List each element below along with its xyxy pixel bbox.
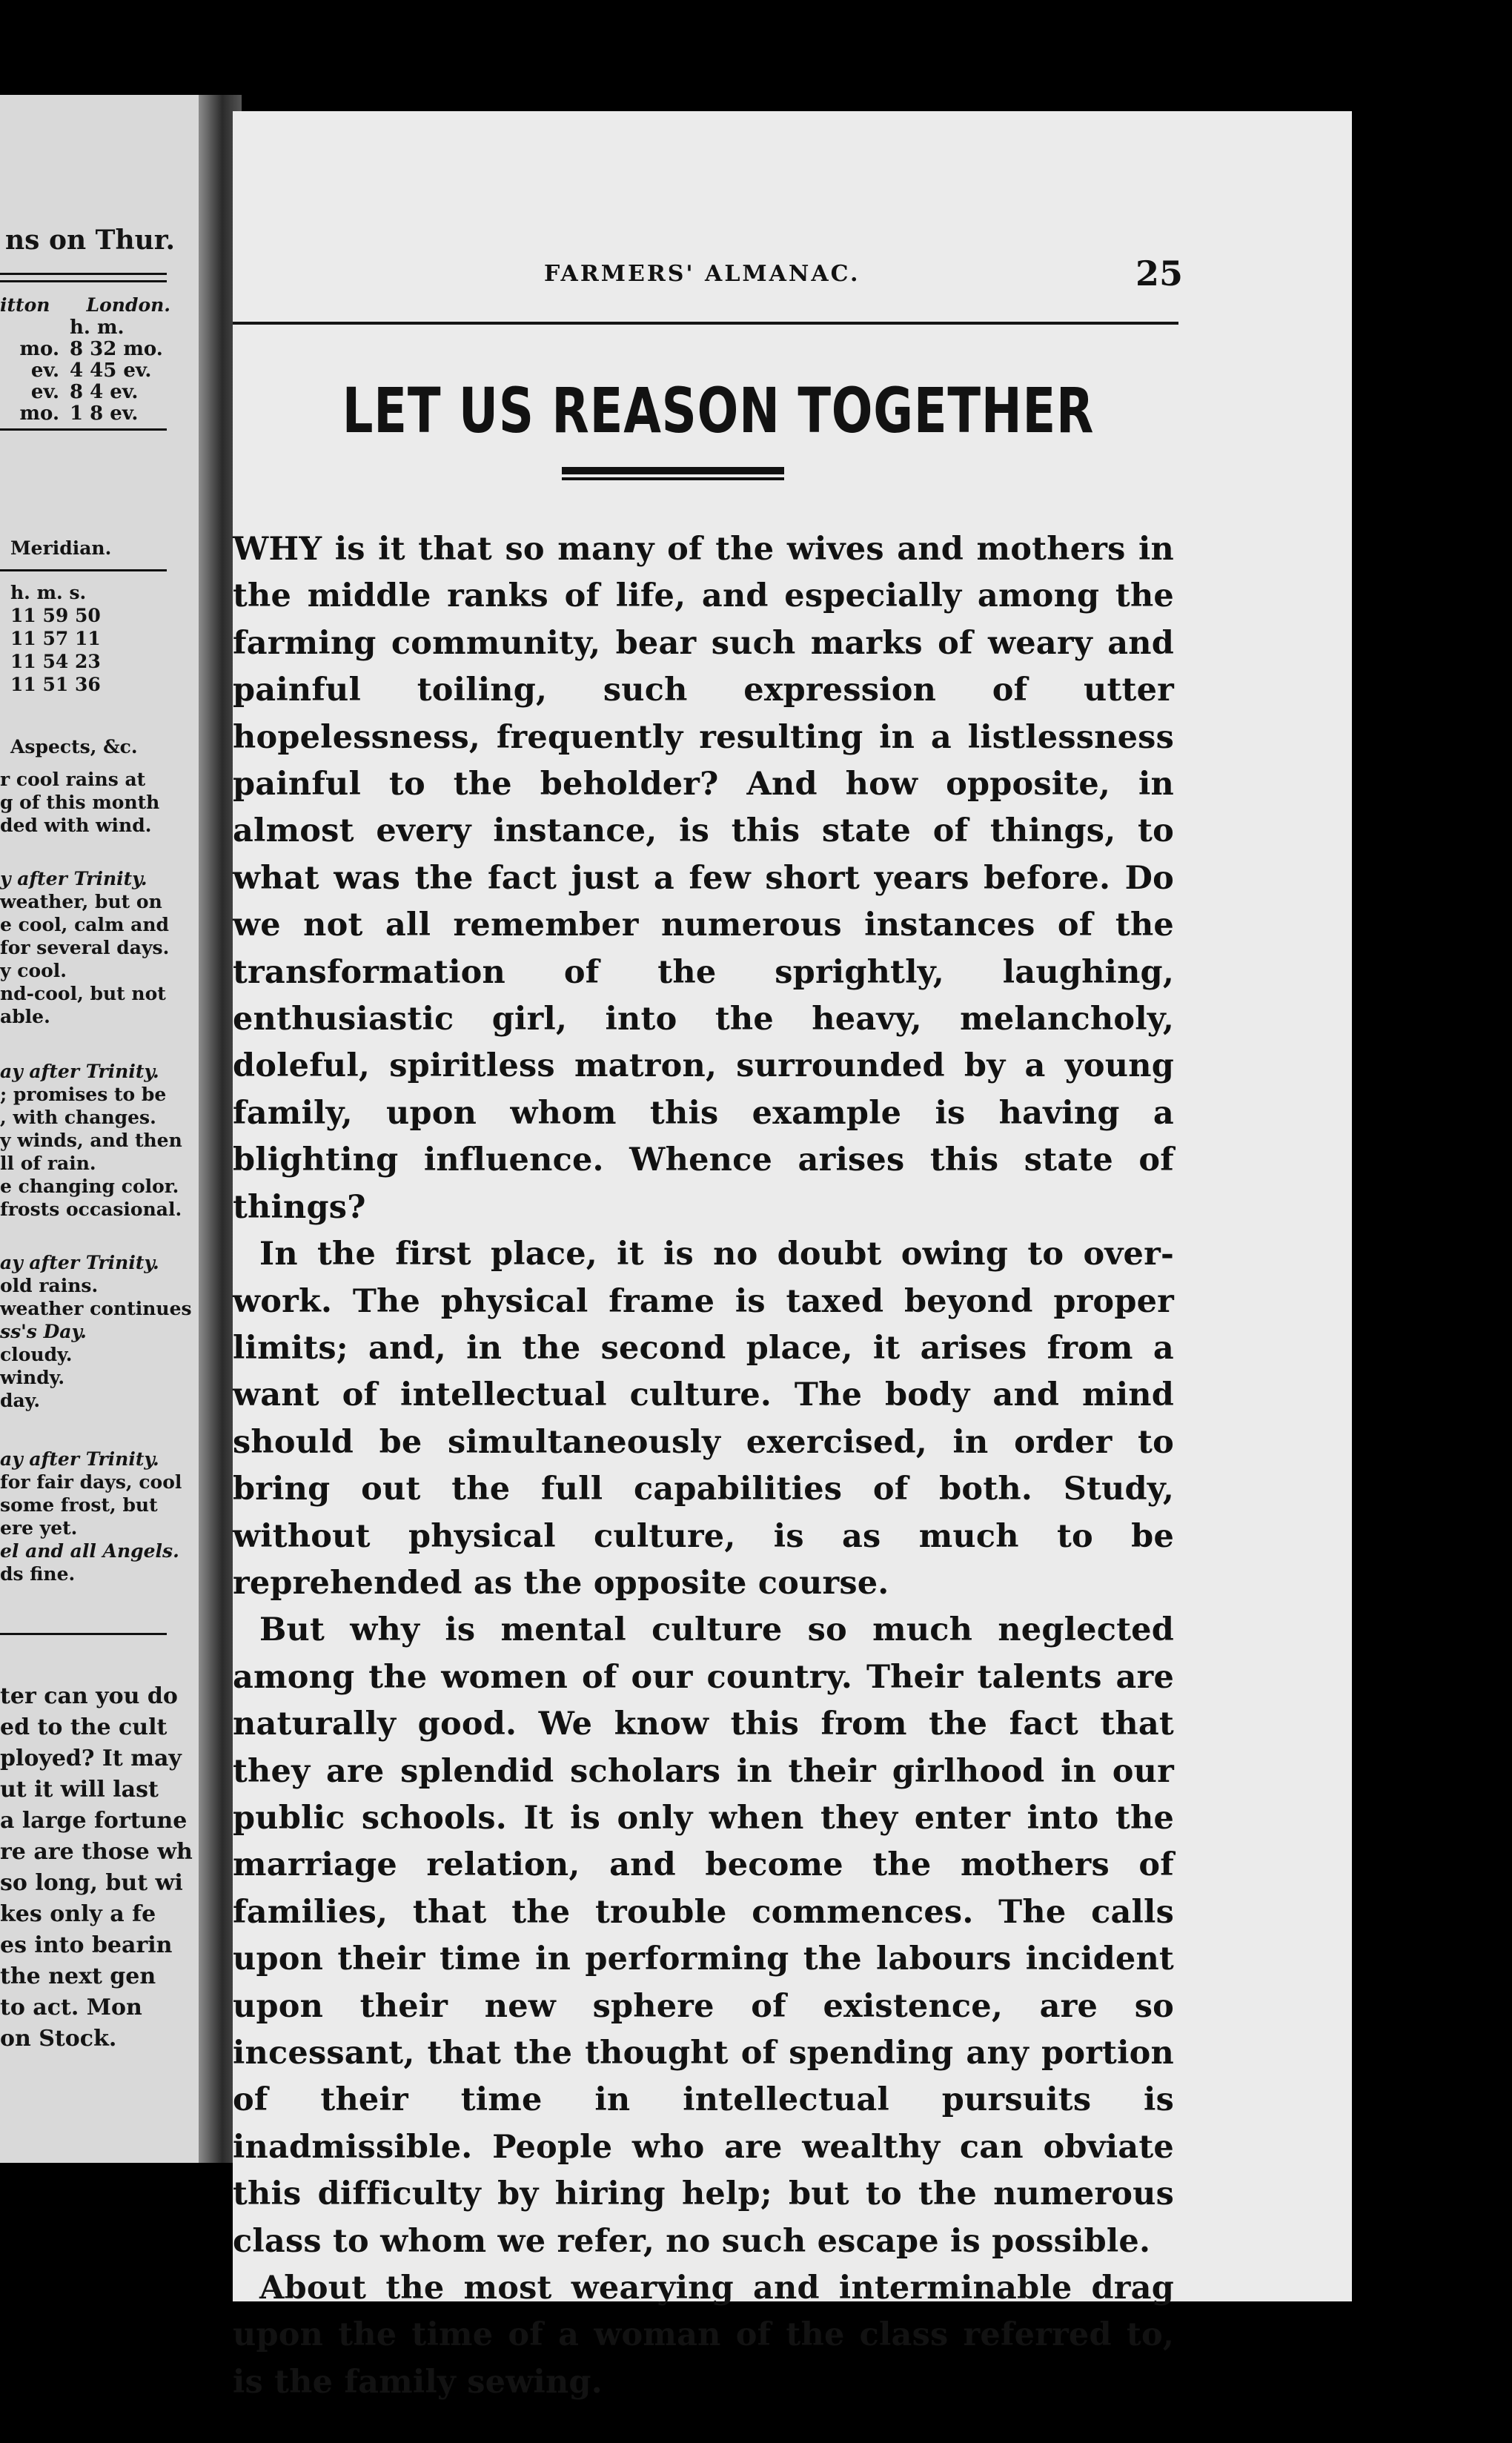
page-number: 25 <box>1135 253 1184 294</box>
left-table-row: mo. 1 8 ev. <box>19 402 139 425</box>
left-table-row: ev. 8 4 ev. <box>30 381 139 403</box>
left-notes-5: ter can you do ed to the cult ployed? It may ut it will last a large fortune re are those wh so long, but wi kes only a fe es into bearin the next gen to act. Mon on Stock. <box>0 1683 193 2052</box>
left-rule <box>0 428 167 431</box>
left-rule <box>0 1633 167 1635</box>
paragraph: But why is mental culture so much neglected among the women of our country. Their talents are naturally good. We know this from the fact that they are splendid scholars in their girlhood in our public schools. It is only when they enter into the marriage relation, and become the mothers of families, that the trouble commences. The calls upon their time in performing the labours incident upon their new sphere of existence, are so incessant, that the thought of spending any portion of their time in intellectual pursuits is inadmissible. People who are wealthy can obviate this difficulty by hiring help; but to the numerous class to whom we refer, no such escape is possible. <box>233 1611 1174 2260</box>
left-aspects-label: Aspects, &c. <box>10 736 138 758</box>
title-rule <box>562 477 784 480</box>
left-table-row: ev. 4 45 ev. <box>30 359 152 382</box>
left-rule <box>0 280 167 282</box>
left-table-row: h. m. <box>70 316 125 339</box>
left-facing-page <box>0 95 216 2163</box>
title-rule <box>562 467 784 474</box>
article-title: LET US REASON TOGETHER <box>342 374 1095 447</box>
left-moon-table <box>0 317 191 425</box>
left-table-head-cell: London. <box>86 294 170 316</box>
running-head <box>233 253 1330 298</box>
left-table-head-cell: itton <box>0 294 50 316</box>
header-rule <box>233 322 1178 325</box>
left-notes-1: y after Trinity. weather, but on e cool, calm and for several days. y cool. nd-cool, but not able. <box>0 868 170 1027</box>
left-notes-4: ay after Trinity. for fair days, cool some frost, but ere yet. el and all Angels. ds fine. <box>0 1448 182 1585</box>
paragraph: WHY is it that so many of the wives and mothers in the middle ranks of life, and especially among the farming community, bear such marks of weary and painful toiling, such expression of utter hopelessness, frequently resulting in a listlessness painful to the beholder? And how opposite, in almost every instance, is this state of things, to what was the fact just a few short years before. Do we not all remember numerous instances of the transformation of the sprightly, laughing, enthusiastic girl, into the heavy, melancholy, doleful, spiritless matron, surrounded by a young family, upon whom this example is having a blighting influence. Whence arises this state of things? <box>233 531 1174 1226</box>
left-notes-3: ay after Trinity. old rains. weather continues ss's Day. cloudy. windy. day. <box>0 1252 192 1411</box>
main-page <box>233 111 1352 2401</box>
left-meridian-label: Meridian. <box>10 537 112 559</box>
left-table-row: mo. 8 32 mo. <box>19 338 163 360</box>
left-aspects: r cool rains at g of this month ded with wind. <box>0 769 160 836</box>
paragraph: In the first place, it is no doubt owing to over-work. The physical frame is taxed beyond proper limits; and, in the second place, it arises from a want of intellectual culture. The body and mind should be simultaneously exercised, in order to bring out the full capabilities of both. Study, without physical culture, is as much to be reprehended as the opposite course. <box>233 1236 1174 1602</box>
left-rule <box>0 569 167 571</box>
left-notes-2: ay after Trinity. ; promises to be , with changes. y winds, and then ll of rain. e changing color. frosts occasional. <box>0 1061 182 1220</box>
left-rule <box>0 273 167 275</box>
article-body <box>233 526 1174 2406</box>
left-meridian-table: h. m. s. 11 59 50 11 57 11 11 54 23 11 51 36 <box>10 582 101 695</box>
running-head-title: FARMERS' ALMANAC. <box>544 261 861 287</box>
left-page-header: ns on Thur. <box>4 225 175 256</box>
left-table-head <box>0 294 170 316</box>
paragraph: About the most wearying and interminable drag upon the time of a woman of the class referred to, is the family sewing. <box>233 2270 1174 2401</box>
